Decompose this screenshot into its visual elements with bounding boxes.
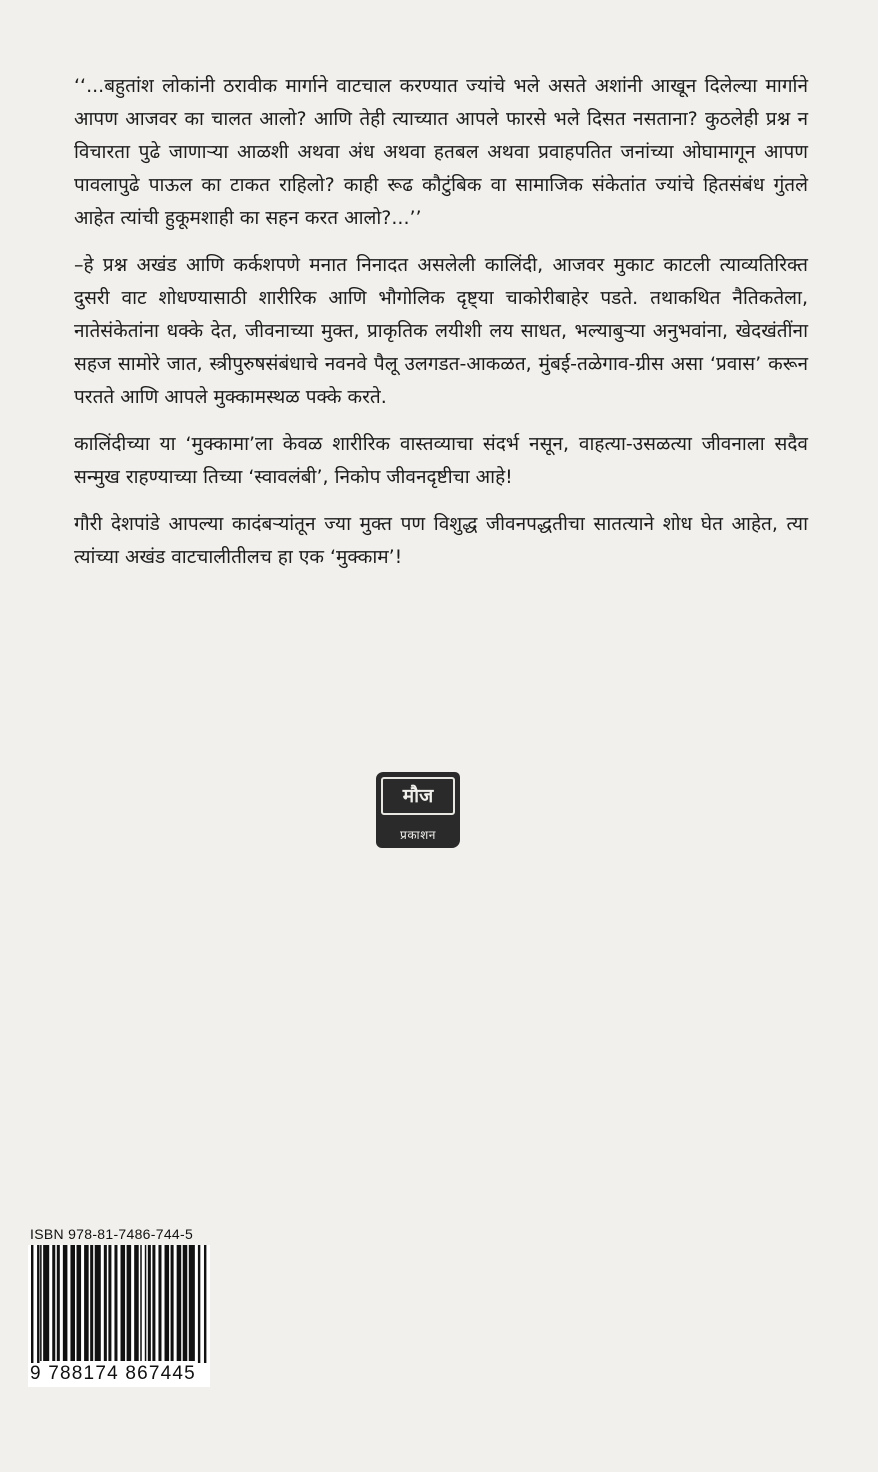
blurb-paragraph-3: कालिंदीच्या या ‘मुक्कामा’ला केवळ शारीरिक वास्तव्याचा संदर्भ नसून, वाहत्या-उसळत्या जीवनाला सदैव सन्मुख राहण्याच्या तिच्या ‘स्वावलंबी’, निकोप जीवनदृष्टीचा आहे! [74,433,808,488]
blurb-paragraph-4: गौरी देशपांडे आपल्या कादंबऱ्यांतून ज्या मुक्त पण विशुद्ध जीवनपद्धतीचा सातत्याने शोध घेत आहेत, त्या त्यांच्या अखंड वाटचालीतीलच हा एक ‘मुक्काम’! [74,513,808,568]
barcode-bar [127,1245,132,1361]
barcode-guard-bar [204,1245,206,1365]
barcode-bar [140,1245,142,1361]
barcode-digits: 9 788174 867445 [30,1363,208,1385]
barcode-bar [108,1245,111,1361]
barcode-bar [183,1245,188,1361]
barcode-bar [84,1245,89,1361]
isbn-label: ISBN 978-81-7486-744-5 [30,1226,194,1242]
barcode-guard-bar [198,1245,200,1365]
publisher-logo-frame [381,777,455,815]
barcode-guard-bar [37,1245,39,1365]
barcode-bars [30,1245,208,1365]
barcode-guard-bar [31,1245,33,1365]
blurb-paragraph-2: –हे प्रश्न अखंड आणि कर्कशपणे मनात निनादत असलेली कालिंदी, आजवर मुकाट काटली त्याव्यतिरिक्त दुसरी वाट शोधण्यासाठी शारीरिक आणि भौगोलिक दृष्ट्या चाकोरीबाहेर पडते. तथाकथित नैतिकतेला, नातेसंकेतांना धक्के देत, जीवनाच्या मुक्त, प्राकृतिक लयीशी लय साधत, भल्याबुऱ्या अनुभवांना, खेदखंतींना सहज सामोरे जात, स्त्रीपुरुषसंबंधाचे नवनवे पैलू उलगडत-आकळत, मुंबई-तळेगाव-ग्रीस असा ‘प्रवास’ करून परतते आणि आपले मुक्कामस्थळ पक्के करते. [74,254,808,408]
barcode-bar [189,1245,195,1361]
barcode-bar [77,1245,82,1361]
barcode-bar [104,1245,107,1361]
barcode-bar [57,1245,60,1361]
publisher-logo-mark: मौज [402,784,434,807]
barcode-bar [148,1245,151,1361]
barcode-bar [63,1245,68,1361]
barcode-bar [52,1245,55,1361]
barcode-bar [165,1245,170,1361]
barcode-bar [145,1245,147,1361]
barcode-bar [152,1245,155,1361]
publisher-logo-icon [376,772,460,848]
back-cover-blurb [74,70,808,588]
barcode-bar [171,1245,174,1361]
publisher-logo-subtitle: प्रकाशन [400,828,436,842]
barcode-bar [121,1245,126,1361]
barcode-bar [158,1245,161,1361]
barcode-bar [70,1245,75,1361]
barcode-icon [28,1245,210,1387]
blurb-paragraph-1: ‘‘...बहुतांश लोकांनी ठरावीक मार्गाने वाटचाल करण्यात ज्यांचे भले असते अशांनी आखून दिलेल्या मार्गाने आपण आजवर का चालत आलो? आणि तेही त्याच्यात आपले फारसे भले दिसत नसताना? कुठलेही प्रश्न न विचारता पुढे जाणाऱ्या आळशी अथवा अंध अथवा हतबल अथवा प्रवाहपतित जनांच्या ओघामागून आपण पावलापुढे पाऊल का टाकत राहिलो? काही रूढ कौटुंबिक वा सामाजिक संकेतांत ज्यांचे हितसंबंध गुंतले आहेत त्यांची हुकूमशाही का सहन करत आलो?...’’ [74,75,808,229]
barcode-bar [114,1245,117,1361]
barcode-bar [95,1245,101,1361]
barcode-bar [43,1245,49,1361]
barcode-bar [177,1245,182,1361]
barcode-bar [134,1245,139,1361]
barcode-bar [90,1245,93,1361]
barcode-bar [40,1245,42,1361]
